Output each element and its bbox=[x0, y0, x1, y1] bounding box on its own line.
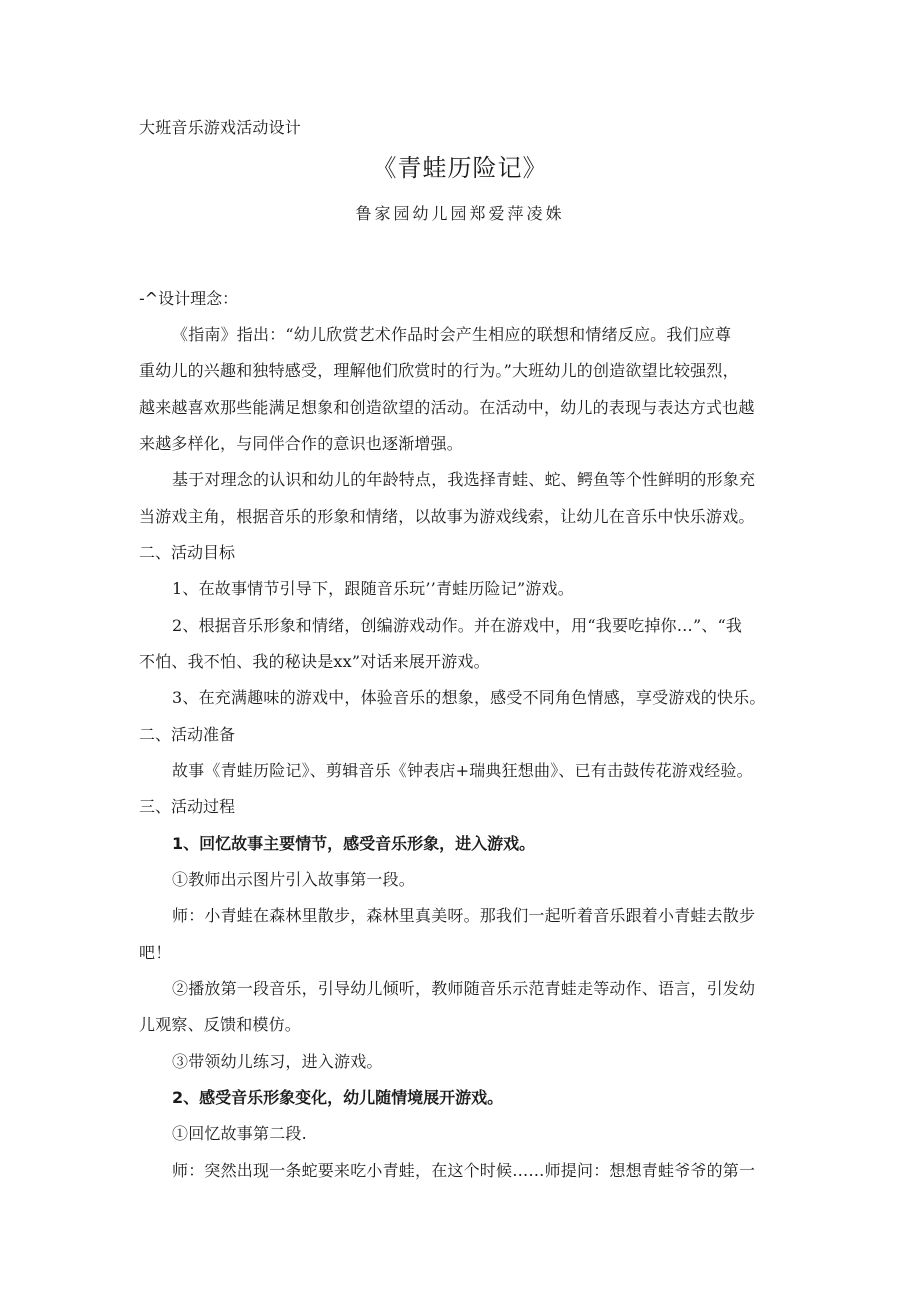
paragraph-line: 师：小青蛙在森林里散步，森林里真美呀。那我们一起听着音乐跟着小青蛙去散步 bbox=[172, 906, 756, 925]
paragraph-line: 基于对理念的认识和幼儿的年龄特点，我选择青蛙、蛇、鳄鱼等个性鲜明的形象充 bbox=[172, 470, 756, 489]
paragraph-line: 《指南》指出：“幼儿欣赏艺术作品时会产生相应的联想和情绪反应。我们应尊 bbox=[172, 325, 732, 344]
paragraph-line: 3、在充满趣味的游戏中，体验音乐的想象，感受不同角色情感，享受游戏的快乐。 bbox=[172, 688, 766, 707]
paragraph-line: 当游戏主角，根据音乐的形象和情绪，以故事为游戏线索，让幼儿在音乐中快乐游戏。 bbox=[139, 507, 755, 526]
paragraph-line: 重幼儿的兴趣和独特感受，理解他们欣赏时的行为。”大班幼儿的创造欲望比较强烈， bbox=[139, 361, 739, 380]
author-byline: 鲁家园幼儿园郑爱萍凌姝 bbox=[355, 204, 565, 223]
section-heading-preparation: 二、活动准备 bbox=[139, 725, 236, 744]
paragraph-line: 儿观察、反馈和模仿。 bbox=[139, 1015, 302, 1034]
paragraph-line: ②播放第一段音乐，引导幼儿倾听，教师随音乐示范青蛙走等动作、语言，引发幼 bbox=[172, 979, 756, 998]
paragraph-line: 2、根据音乐形象和情绪，创编游戏动作。并在游戏中，用“我要吃掉你…”、“我 bbox=[172, 616, 743, 635]
paragraph-line: 来越多样化，与同伴合作的意识也逐渐增强。 bbox=[139, 434, 464, 453]
paragraph-line: 故事《青蛙历险记》、剪辑音乐《钟表店+瑞典狂想曲》、已有击鼓传花游戏经验。 bbox=[172, 761, 753, 780]
paragraph-line: 吧！ bbox=[139, 943, 172, 962]
paragraph-line: ①教师出示图片引入故事第一段。 bbox=[172, 870, 416, 889]
document-title: 《青蛙历险记》 bbox=[372, 154, 548, 182]
paragraph-line: 师：突然出现一条蛇要来吃小青蛙，在这个时候……师提问：想想青蛙爷爷的第一 bbox=[172, 1161, 756, 1180]
paragraph-line: ③带领幼儿练习，进入游戏。 bbox=[172, 1052, 383, 1071]
step-heading-2: 2、感受音乐形象变化，幼儿随情境展开游戏。 bbox=[172, 1088, 504, 1107]
section-heading-process: 三、活动过程 bbox=[139, 797, 236, 816]
section-heading-design-concept: -^设计理念： bbox=[139, 289, 239, 308]
paragraph-line: 1、在故事情节引导下，跟随音乐玩’’青蛙历险记”游戏。 bbox=[172, 579, 574, 598]
paragraph-line: 越来越喜欢那些能满足想象和创造欲望的活动。在活动中，幼儿的表现与表达方式也越 bbox=[139, 398, 755, 417]
step-heading-1: 1、回忆故事主要情节，感受音乐形象，进入游戏。 bbox=[172, 834, 536, 853]
paragraph-line: ①回忆故事第二段. bbox=[172, 1124, 307, 1143]
paragraph-line: 不怕、我不怕、我的秘诀是xx”对话来展开游戏。 bbox=[139, 652, 490, 671]
section-heading-goals: 二、活动目标 bbox=[139, 543, 236, 562]
series-label: 大班音乐游戏活动设计 bbox=[139, 118, 302, 137]
